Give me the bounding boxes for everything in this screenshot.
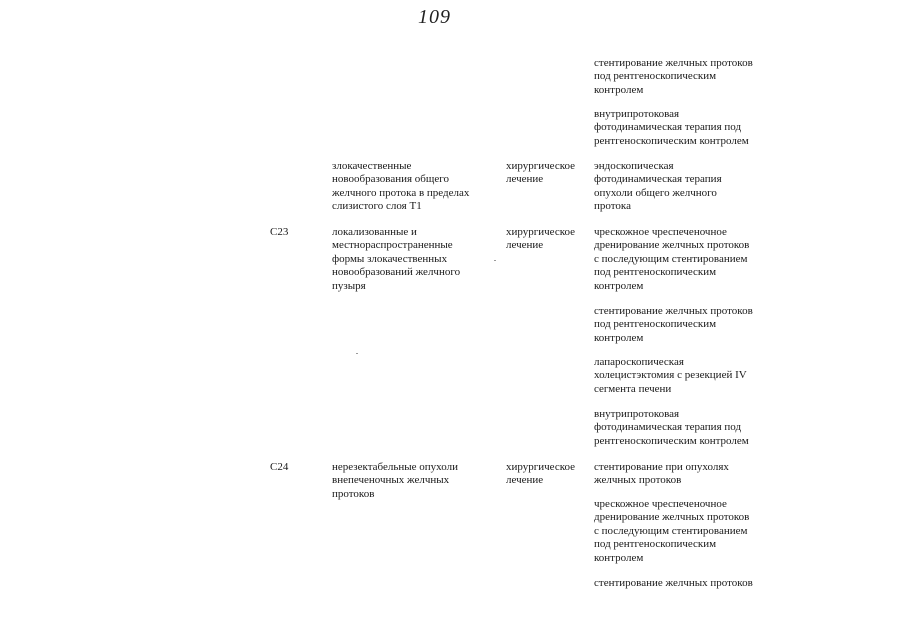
method-percutaneous-drainage-2: чрескожное чреспеченочное дренирование желчных протоков с последующим стентированием под рентгеноскопическим контролем [594, 498, 750, 564]
scan-speck [356, 353, 358, 354]
method-pdt-intraductal-1: внутрипротоковая фотодинамическая терапия под рентгеноскопическим контролем [594, 108, 749, 147]
page-number: 109 [418, 6, 451, 28]
method-laparoscopic-cholecystectomy: лапароскопическая холецистэктомия с резекцией IV сегмента печени [594, 356, 747, 395]
method-endoscopic-pdt: эндоскопическая фотодинамическая терапия опухоли общего желчного протока [594, 160, 722, 213]
diagnosis-extrahepatic-ducts: нерезектабельные опухоли внепеченочных желчных протоков [332, 461, 458, 500]
method-tumor-stenting: стентирование при опухолях желчных протоков [594, 461, 729, 487]
treatment-surgical-2: хирургическое лечение [506, 226, 576, 252]
method-percutaneous-drainage-1: чрескожное чреспеченочное дренирование желчных протоков с последующим стентированием под рентгеноскопическим контролем [594, 226, 750, 292]
scan-speck [494, 260, 496, 261]
code-c23: C23 [270, 226, 289, 238]
diagnosis-gallbladder: локализованные и местнораспространенные формы злокачественных новообразований желчного пузыря [332, 226, 461, 292]
diagnosis-bile-duct-t1: злокачественные новообразования общего желчного протока в пределах слизистого слоя T1 [332, 160, 470, 213]
treatment-surgical-1: хирургическое лечение [506, 160, 576, 186]
treatment-surgical-3: хирургическое лечение [506, 461, 576, 487]
method-stenting-2: стентирование желчных протоков под рентгеноскопическим контролем [594, 305, 753, 344]
code-c24: C24 [270, 461, 289, 473]
method-stenting-1: стентирование желчных протоков под рентгеноскопическим контролем [594, 57, 753, 96]
method-pdt-intraductal-2: внутрипротоковая фотодинамическая терапия под рентгеноскопическим контролем [594, 408, 749, 447]
method-stenting-3: стентирование желчных протоков [594, 577, 753, 589]
